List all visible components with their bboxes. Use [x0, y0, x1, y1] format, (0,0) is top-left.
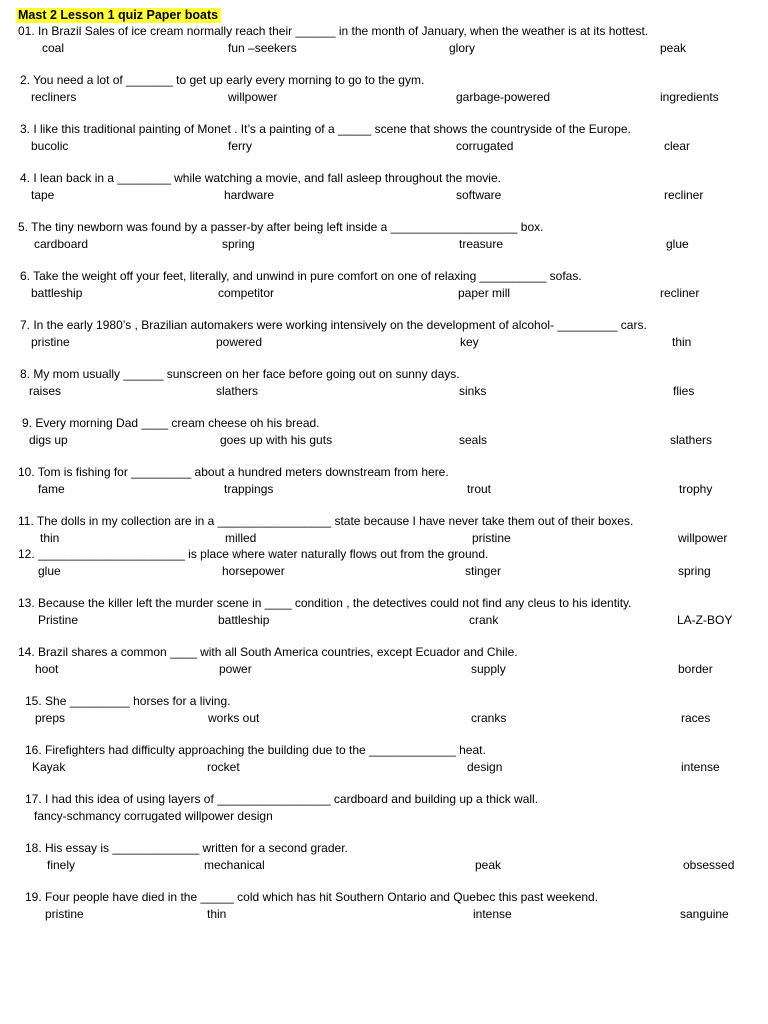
answer-option: stinger [465, 564, 502, 578]
answer-option: glue [666, 237, 689, 251]
question-item [0, 792, 768, 826]
question-item [0, 269, 768, 303]
answer-option: design [467, 760, 503, 774]
answer-option: fun –seekers [228, 41, 297, 55]
question-item [0, 890, 768, 924]
question-item [0, 73, 768, 107]
answer-option: battleship [31, 286, 83, 300]
answer-option: clear [664, 139, 691, 153]
question-text: 7. In the early 1980’s , Brazilian automakers were working intensively on the development of alcohol- _________ cars. [20, 318, 647, 332]
answer-option: preps [35, 711, 66, 725]
answer-option: border [678, 662, 713, 676]
question-text: 17. I had this idea of using layers of _________________ cardboard and building up a thick wall. [25, 792, 539, 806]
question-text: 18. His essay is _____________ written for a second grader. [25, 841, 348, 855]
question-item [0, 694, 768, 728]
answer-option: mechanical [204, 858, 265, 872]
answer-option: paper mill [458, 286, 511, 300]
answer-option: willpower [678, 531, 728, 545]
question-text: 12. ______________________ is place where water naturally flows out from the ground. [18, 547, 489, 561]
answer-option: treasure [459, 237, 504, 251]
question-item [0, 596, 768, 630]
answer-option: seals [459, 433, 488, 447]
question-text: 6. Take the weight off your feet, literally, and unwind in pure comfort on one of relaxing __________ sofas. [20, 269, 582, 283]
question-text: 9. Every morning Dad ____ cream cheese oh his bread. [22, 416, 320, 430]
question-item [0, 416, 768, 450]
answer-option: obsessed [683, 858, 735, 872]
question-text: 2. You need a lot of _______ to get up early every morning to go to the gym. [20, 73, 425, 87]
answer-option: sinks [459, 384, 487, 398]
answer-option: thin [40, 531, 60, 545]
answer-option: key [460, 335, 479, 349]
question-text: 10. Tom is fishing for _________ about a hundred meters downstream from here. [18, 465, 449, 479]
answer-option: hardware [224, 188, 275, 202]
question-text: 5. The tiny newborn was found by a passer-by after being left inside a ___________________ box. [18, 220, 544, 234]
answer-option: pristine [45, 907, 84, 921]
answer-option: raises [29, 384, 62, 398]
question-text: 13. Because the killer left the murder scene in ____ condition , the detectives could not find any cleus to his identity. [18, 596, 632, 610]
question-item [0, 220, 768, 254]
answer-option: fancy-schmancy corrugated willpower design [34, 809, 273, 823]
answer-option: ingredients [660, 90, 719, 104]
answer-option: recliner [660, 286, 700, 300]
answer-option: rocket [207, 760, 240, 774]
question-item [0, 367, 768, 401]
answer-option: spring [222, 237, 255, 251]
answer-option: pristine [472, 531, 511, 545]
answer-option: pristine [31, 335, 70, 349]
question-item [0, 318, 768, 352]
answer-option: glory [449, 41, 476, 55]
answer-option: crank [469, 613, 499, 627]
answer-option: thin [207, 907, 227, 921]
answer-option: garbage-powered [456, 90, 551, 104]
question-text: 01. In Brazil Sales of ice cream normally reach their ______ in the month of January, when the weather is at its hottest. [18, 24, 649, 38]
question-text: 8. My mom usually ______ sunscreen on her face before going out on sunny days. [20, 367, 460, 381]
answer-option: Pristine [38, 613, 79, 627]
question-text: 15. She _________ horses for a living. [25, 694, 231, 708]
answer-option: intense [473, 907, 512, 921]
answer-option: corrugated [456, 139, 514, 153]
answer-option: coal [42, 41, 65, 55]
answer-option: peak [475, 858, 502, 872]
answer-option: power [219, 662, 252, 676]
question-item [0, 514, 768, 548]
quiz-title: Mast 2 Lesson 1 quiz Paper boats [16, 8, 221, 23]
answer-option: battleship [218, 613, 270, 627]
question-item [0, 547, 768, 581]
answer-option: supply [471, 662, 506, 676]
answer-option: recliner [664, 188, 704, 202]
answer-option: sanguine [680, 907, 729, 921]
answer-option: finely [47, 858, 76, 872]
answer-option: peak [660, 41, 687, 55]
question-text: 3. I like this traditional painting of Monet . It’s a painting of a _____ scene that shows the countryside of the Europe. [20, 122, 631, 136]
answer-option: thin [672, 335, 692, 349]
question-item [0, 24, 768, 58]
question-text: 16. Firefighters had difficulty approaching the building due to the _____________ heat. [25, 743, 486, 757]
answer-option: intense [681, 760, 720, 774]
answer-option: fame [38, 482, 65, 496]
answer-option: competitor [218, 286, 275, 300]
answer-option: horsepower [222, 564, 285, 578]
question-item [0, 841, 768, 875]
answer-option: cardboard [34, 237, 89, 251]
answer-option: hoot [35, 662, 59, 676]
question-item [0, 743, 768, 777]
answer-option: Kayak [32, 760, 66, 774]
question-text: 4. I lean back in a ________ while watching a movie, and fall asleep throughout the movie. [20, 171, 501, 185]
answer-option: software [456, 188, 502, 202]
answer-option: slathers [216, 384, 259, 398]
question-text: 19. Four people have died in the _____ cold which has hit Southern Ontario and Quebec this past weekend. [25, 890, 599, 904]
answer-option: races [681, 711, 711, 725]
answer-option: recliners [31, 90, 77, 104]
question-item [0, 645, 768, 679]
answer-option: LA-Z-BOY [677, 613, 733, 627]
question-item [0, 171, 768, 205]
question-text: 14. Brazil shares a common ____ with all South America countries, except Ecuador and Chile. [18, 645, 518, 659]
answer-option: bucolic [31, 139, 69, 153]
answer-option: milled [225, 531, 257, 545]
answer-option: trout [467, 482, 492, 496]
answer-option: goes up with his guts [220, 433, 333, 447]
answer-option: tape [31, 188, 55, 202]
answer-option: willpower [228, 90, 278, 104]
answer-option: trappings [224, 482, 274, 496]
answer-option: works out [208, 711, 260, 725]
question-item [0, 465, 768, 499]
answer-option: ferry [228, 139, 252, 153]
answer-option: slathers [670, 433, 713, 447]
answer-option: cranks [471, 711, 507, 725]
question-text: 11. The dolls in my collection are in a _________________ state because I have never take them out of their boxes. [18, 514, 634, 528]
answer-option: spring [678, 564, 711, 578]
answer-option: flies [673, 384, 695, 398]
question-item [0, 122, 768, 156]
answer-option: trophy [679, 482, 713, 496]
answer-option: powered [216, 335, 263, 349]
answer-option: digs up [29, 433, 68, 447]
answer-option: glue [38, 564, 61, 578]
